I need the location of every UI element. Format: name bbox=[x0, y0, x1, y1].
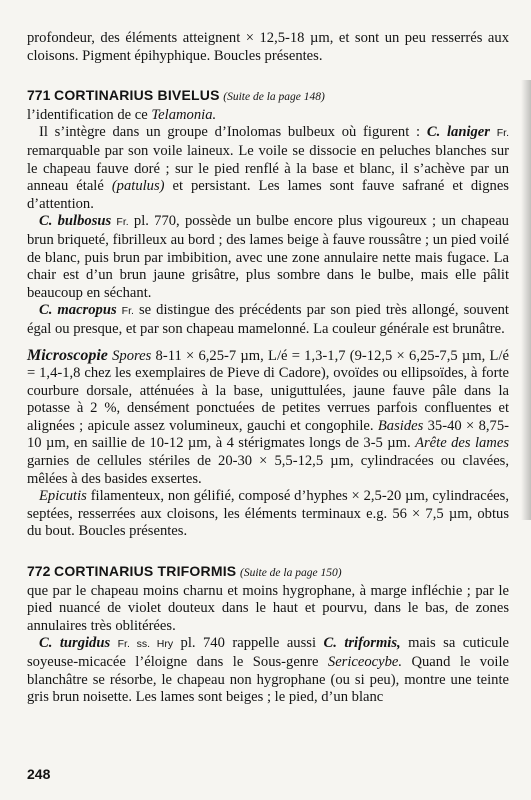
author-abbrev: Fr. bbox=[496, 127, 510, 140]
spores-label: Spores bbox=[112, 347, 152, 364]
section-reference: (Suite de la page 150) bbox=[239, 567, 342, 580]
epicutis-text: filamenteux, non gélifié, composé d’hyphes × 2,5-20 µm, cylindracées, septées, resserrées aux cloisons, les éléments terminaux e.g. 56 × 7,5 µm, obtus du bout. Boucles présentes. bbox=[27, 488, 509, 540]
species-name: C. triformis, bbox=[323, 635, 401, 652]
paragraph-triformis-continued: que par le chapeau moins charnu et moins hygrophane, à marge infléchie ; par le pied nuancé de violet douteux dans le haut et pourvu, dans le bas, de zones annulaires très oblitérées. bbox=[27, 582, 509, 634]
section-772 bbox=[27, 563, 509, 707]
author-abbrev: Fr. bbox=[121, 305, 134, 318]
epicutis-label: Epicutis bbox=[39, 488, 87, 505]
continuation-line bbox=[27, 107, 509, 125]
section-title: CORTINARIUS TRIFORMIS bbox=[54, 563, 237, 580]
author-abbrev: Fr. ss. Hry bbox=[117, 638, 174, 651]
text-run: pl. 770, possède un bulbe encore plus vigoureux ; un chapeau brun briqueté, fibrilleux au bord ; des lames beige à fauve roussâtre ; un pied voilé de blanc, puis brun par imbibition, avec une zone annulaire nette mais fugace. La chair est d’un brun jaune grisâtre, plus sombre dans le bulbe, mais elle pâlit beaucoup en séchant. bbox=[27, 213, 509, 301]
paragraph-macropus bbox=[27, 302, 509, 338]
section-title: CORTINARIUS BIVELUS bbox=[54, 87, 220, 104]
page-body bbox=[27, 30, 509, 707]
species-name: C. macropus bbox=[39, 302, 117, 319]
text-run: l’identification de ce bbox=[27, 106, 152, 123]
genus-name: Telamonia. bbox=[151, 106, 217, 123]
intro-paragraph: profondeur, des éléments atteignent × 12,5-18 µm, et sont un peu resserrés aux cloisons. Pigment épihyphique. Boucles présentes. bbox=[27, 30, 509, 64]
species-name: C. turgidus bbox=[39, 635, 111, 652]
section-771-heading bbox=[27, 87, 509, 107]
paragraph-epicutis bbox=[27, 488, 509, 541]
species-name: C. bulbosus bbox=[39, 213, 112, 230]
page-edge-shadow bbox=[521, 80, 531, 520]
basides-label: Basides bbox=[377, 417, 424, 434]
text-run: et persistant. Les lames sont fauve safrané et dignes d’attention. bbox=[27, 178, 509, 212]
section-772-heading bbox=[27, 563, 509, 583]
arete-label: Arête des lames bbox=[415, 435, 509, 452]
text-run: se distingue des précédents par son pied très allongé, souvent égal ou presque, et par son chapeau mamelonné. La couleur générale est brunâtre. bbox=[27, 302, 509, 337]
text-run: pl. 740 rappelle aussi bbox=[173, 635, 324, 652]
spores-text: 8-11 × 6,25-7 µm, L/é = 1,3-1,7 (9-12,5 × 6,25-7,5 µm, L/é = 1,4-1,8 chez les exemplaires de Pieve di Cadore), ovoïdes ou ellipsoïdes, à forte courbure dorsale, atténuées à la base, uniguttulées, jaune fauve pâle dans la potasse à 2 %, densément ponctuées de petites verrues parfois confluentes et alignées ; apicule assez volumineux, gauchi et congophile. bbox=[27, 347, 509, 434]
latin-term: (patulus) bbox=[111, 178, 165, 195]
microscopy-label: Microscopie bbox=[27, 346, 108, 364]
page-number: 248 bbox=[27, 766, 51, 782]
section-number: 772 bbox=[27, 563, 51, 580]
subgenus-name: Sericeocybe. bbox=[327, 654, 403, 670]
text-run: remarquable par son voile laineux. Le voile se dissocie en peluches blanches sur le chapeau fauve doré ; sur le pied renflé à la base et blanc, il s’achève par un anneau étalé bbox=[27, 142, 509, 195]
text-run: mais sa cuticule soyeuse-micacée l’éloigne dans le Sous-genre bbox=[27, 635, 509, 670]
author-abbrev: Fr. bbox=[116, 216, 129, 229]
arete-text: garnies de cellules stériles de 20-30 × 5,5-12,5 µm, cylindracées ou clavées, mêlées à des basides exsertes. bbox=[27, 453, 509, 487]
species-name: C. laniger bbox=[426, 124, 490, 141]
paragraph-laniger bbox=[27, 124, 509, 213]
basides-text: 35-40 × 8,75-10 µm, en saillie de 10-12 µm, à 4 stérigmates longs de 3-5 µm. bbox=[27, 417, 509, 452]
paragraph-turgidus bbox=[27, 635, 509, 706]
section-771 bbox=[27, 87, 509, 541]
paragraph-bulbosus bbox=[27, 213, 509, 302]
section-reference: (Suite de la page 148) bbox=[223, 91, 325, 104]
paragraph-microscopie bbox=[27, 347, 509, 489]
text-run: Quand le voile blanchâtre se résorbe, le chapeau non hygrophane (ou si peu), montre une teinte gris brun noisette. Les lames sont beiges ; le pied, d’un blanc bbox=[27, 654, 509, 706]
section-number: 771 bbox=[27, 87, 51, 104]
text-run: Il s’intègre dans un groupe d’Inolomas bulbeux où figurent : bbox=[39, 124, 427, 141]
